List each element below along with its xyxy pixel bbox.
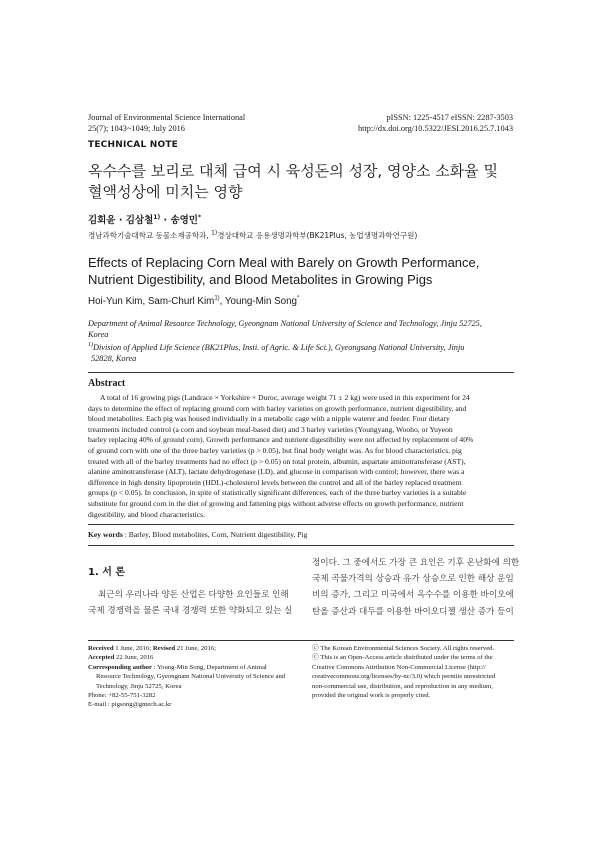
abstract-line: treatments included control (a corn and soybean meal-based diet) and 3 barley varieties (Youngyang, Wooho, or Yuyeon	[88, 424, 453, 434]
section-heading: 1. 서 론	[88, 567, 126, 578]
issn: pISSN: 1225-4517 eISSN: 2287-3503	[386, 113, 513, 122]
affil-div-line2: 52828, Korea	[91, 354, 137, 363]
title-korean-line1: 옥수수를 보리로 대체 급여 시 육성돈의 성장, 영양소 소화율 및	[88, 162, 498, 180]
affiliation-korean	[88, 230, 417, 241]
body-left-column	[88, 587, 296, 619]
keywords-text: : Barley, Blood metabolites, Corn, Nutrient digestibility, Pig	[122, 530, 308, 539]
abstract-line: digestibility, and blood characteristics.	[88, 509, 205, 519]
affil-korean-b: 경상대학교 응용생명과학부(BK21Plus, 농업생명과학연구원)	[217, 231, 418, 240]
body-left-line: 국제 경쟁력을 물론 국내 경쟁력 또한 약화되고 있는 실	[88, 606, 293, 616]
keywords	[88, 530, 307, 539]
footnote-right	[312, 644, 517, 700]
accepted-line	[88, 653, 298, 662]
affil-division	[88, 342, 482, 353]
abstract-body	[88, 393, 514, 520]
body-right-line: 정이다. 그 중에서도 가장 큰 요인은 기후 온난화에 의한	[312, 558, 520, 568]
corresponding-mark: *	[197, 213, 202, 221]
affil-div-line1: Division of Applied Life Science (BK21Plus, Insti. of Agric. & Life Sci.), Gyeongsang National University, Jinju	[93, 343, 465, 352]
footnote-right-line: creativecommons.org/licenses/by-nc/3.0) which permits unrestricted	[312, 673, 496, 681]
affil-korean-a: 경남과학기술대학교 동물소재공학과,	[88, 231, 212, 240]
footnote-right-line: Creative Commons Attribution Non-Commercial License (http://	[312, 663, 486, 671]
title-english-line2: Nutrient Digestibility, and Blood Metabolites in Growing Pigs	[88, 272, 433, 287]
abstract-line: barley replacing 40% of ground corn). Growth performance and nutrient digestibility were not affected by replacement of 40%	[88, 435, 474, 445]
footnote-right-line: ⓒ The Korean Environmental Sciences Society. All rights reserved.	[312, 645, 495, 652]
keywords-label: Key words	[88, 530, 123, 539]
keywords-bottom-rule	[88, 545, 514, 546]
abstract-line: blood metabolites. Each pig was housed individually in a metabolic cage with a nipple waterer and feeder. Four dietary	[88, 414, 450, 424]
title-korean	[88, 161, 528, 203]
abstract-line: groups (p < 0.05). In conclusion, in spite of statistically significant differences, each of the three barley varieties is a suitable	[88, 488, 467, 498]
body-right-line: 국제 곡물가격의 상승과 유가 상승으로 인한 해상 운임	[312, 574, 514, 585]
corresponding-line2: Resource Technology, Gyeongnam National University of Science and	[96, 673, 286, 681]
author-korean-1: 김회윤 · 김삼철	[88, 215, 154, 226]
revised-date: 21 June, 2016;	[175, 645, 216, 652]
accepted-date: 22 June, 2016	[114, 654, 154, 662]
footnote-right-line: non-commercial use, distribution, and reproduction in any medium,	[312, 682, 493, 690]
affil-mark: 1)	[211, 229, 218, 237]
footnote-right-line: provided the original work is properly cited.	[312, 692, 431, 700]
author-korean-2: · 송영민	[160, 215, 198, 226]
corresponding-line3: Technology, Jinju 52725, Korea	[96, 682, 182, 690]
email-address[interactable]: E-mail : pigsong@gntech.ac.kr	[88, 701, 172, 709]
received-date: 1 June, 2016;	[113, 645, 153, 652]
received-label: Received	[88, 645, 114, 652]
body-right-column	[312, 555, 520, 620]
body-right-line: 탄올 증산과 대두를 이용한 바이오디젤 생산 증가 등이	[312, 606, 514, 617]
affil-dept-line2: Korea	[88, 330, 109, 339]
footnote-rule	[88, 640, 514, 641]
footnote-left	[88, 644, 298, 710]
abstract-line: treated with all of the barley treatments had no effect (p > 0.05) on total protein, albumin, aspartate aminotransferase (AST),	[88, 456, 466, 466]
title-english	[88, 254, 479, 288]
abstract-line: alanine aminotransferase (ALT), lactate dehydrogenase (LD), and glucose in comparison with control; however, there was a	[88, 467, 465, 477]
abstract-line: days to determine the effect of replacing ground corn with barley varieties on growth performance, nutrient digestibility, and	[88, 403, 467, 413]
title-english-line1: Effects of Replacing Corn Meal with Barely on Growth Performance,	[88, 255, 480, 270]
affil-mark: 1)	[88, 342, 93, 349]
keywords-rule	[88, 524, 514, 525]
corresponding-label: Corresponding author	[88, 663, 152, 671]
accepted-label: Accepted	[88, 654, 115, 662]
journal-name: Journal of Environmental Science International	[88, 113, 246, 122]
body-right-line: 비의 증가, 그리고 미국에서 옥수수를 이용한 바이오에	[312, 590, 514, 601]
journal-citation: 25(7); 1043~1049; July 2016	[88, 124, 185, 133]
footnote-right-line: ⓒ This is an Open-Access article distributed under the terms of the	[312, 654, 493, 662]
author-english-1: Hoi-Yun Kim, Sam-Churl Kim	[88, 296, 215, 307]
corresponding-text: : Young-Min Song, Department of Animal	[151, 663, 267, 671]
affil-dept-line1: Department of Animal Resource Technology, Gyeongnam National University of Science and Technology, Jinju 52725,	[88, 319, 482, 328]
received-line	[88, 644, 298, 653]
author-english-2: , Young-Min Song	[219, 296, 298, 307]
article-type: TECHNICAL NOTE	[88, 140, 179, 150]
title-korean-line2: 혈액성상에 미치는 영향	[88, 183, 243, 201]
abstract-heading: Abstract	[88, 378, 126, 389]
revised-label: Revised	[152, 645, 176, 652]
body-left-line: 최근의 우리나라 양돈 산업은 다양한 요인들로 인해	[98, 590, 289, 600]
corresponding-line1	[88, 663, 298, 672]
abstract-line: of ground corn with one of the three barley varieties (p > 0.05), but final body weight was. As for blood characteristics, pig	[88, 445, 462, 455]
affil-mark: 1)	[214, 295, 220, 302]
abstract-line: A total of 16 growing pigs (Landrace × Yorkshire × Duroc, average weight 71 ± 2 kg) were used in this experiment for 24	[100, 393, 470, 402]
abstract-top-rule	[88, 372, 514, 373]
affiliation-english	[88, 318, 482, 364]
corresponding-mark: *	[297, 295, 300, 302]
authors-korean	[88, 212, 201, 226]
affil-mark: 1)	[153, 213, 161, 221]
doi-link[interactable]: http://dx.doi.org/10.5322/JESI.2016.25.7.1043	[358, 124, 513, 133]
phone-number: Phone: +82-55-751-3282	[88, 692, 156, 700]
abstract-line: difference in high density lipoprotein (HDL)-cholesterol levels between the control and all of the barley replaced treatment	[88, 477, 462, 487]
abstract-line: substitute for ground corn in the diet of growing and fattening pigs without adverse effects on growth performance, nutrient	[88, 498, 464, 508]
authors-english	[88, 296, 299, 307]
